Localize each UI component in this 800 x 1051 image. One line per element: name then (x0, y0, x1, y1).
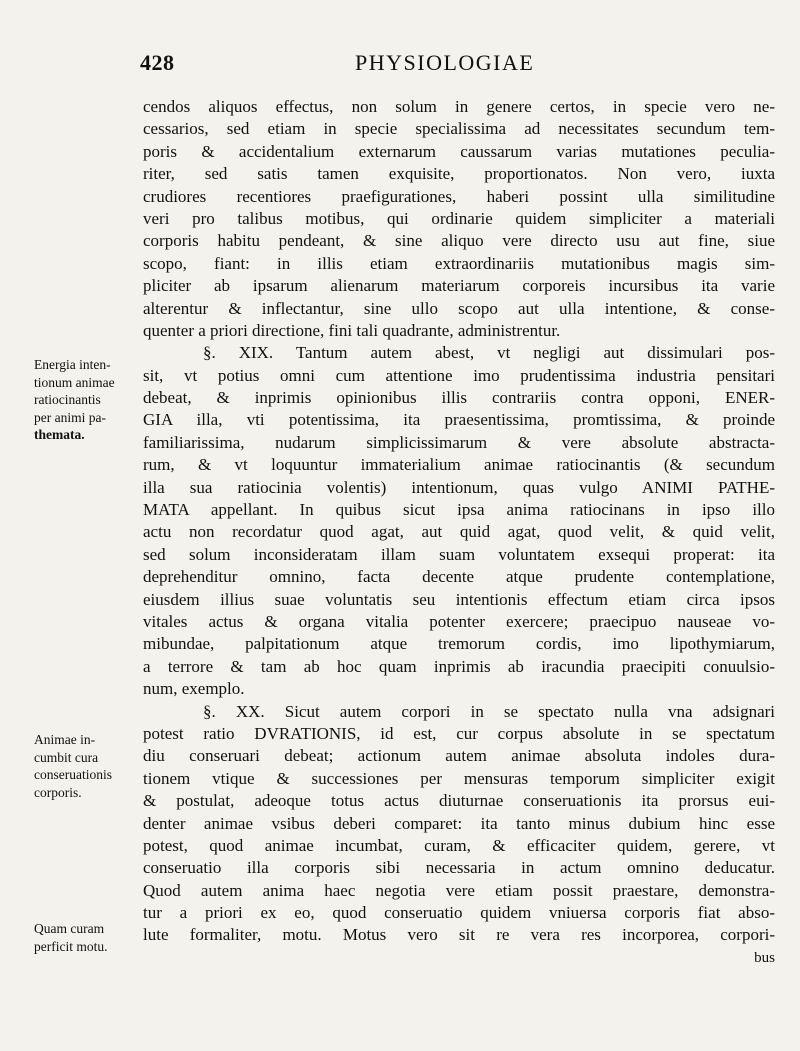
text-line: potest, quod animae incumbat, curam, & efficaciter quidem, gerere, vt (143, 835, 775, 855)
margin-note-line: Animae in- (34, 732, 96, 747)
margin-note-line: corporis. (34, 784, 82, 800)
text-line: debeat, & inprimis opinionibus illis contrariis contra opponi, ENER- (143, 388, 775, 408)
text-line: MATA appellant. In quibus sicut ipsa anima ratiocinans in ipso illo (143, 500, 775, 520)
running-head: PHYSIOLOGIAE (355, 50, 535, 75)
text-line: illa sua ratiocinia volentis) intentionum, quas vulgo ANIMI PATHE- (143, 477, 775, 497)
margin-note-motu (34, 920, 144, 955)
margin-note-line: ratiocinantis (34, 392, 101, 407)
text-line: corporis habitu pendeant, & sine aliquo vere directo usu aut fine, siue (143, 231, 775, 251)
text-line: crudiores recentiores praefigurationes, haberi possint ulla similitudine (143, 186, 775, 206)
text-line: mibundae, palpitationum atque tremorum cordis, imo lipothymiarum, (143, 634, 775, 654)
margin-note-energia (34, 356, 144, 444)
text-line: num, exemplo. (143, 679, 245, 699)
text-line: diu conseruari debeat; actionum autem animae absoluta indoles dura- (143, 746, 775, 766)
text-line: quenter a priori directione, fini tali quadrante, administrentur. (143, 320, 561, 340)
text-line: conseruatio illa corporis sibi necessaria in actum omnino deducatur. (143, 858, 775, 878)
margin-note-line: conseruationis (34, 767, 112, 782)
text-line: pliciter ab ipsarum alienarum materiarum corporeis incursibus ita varie (143, 276, 775, 296)
margin-note-line: Energia inten- (34, 357, 111, 372)
page-number: 428 (140, 50, 175, 75)
text-line: lute formaliter, motu. Motus vero sit re vera res incorporea, corpori- (143, 925, 775, 945)
text-line: tionem vtique & successiones per mensuras temporum simpliciter exigit (143, 768, 775, 788)
text-line: alterentur & inflectantur, sine ullo scopo aut ulla intentione, & conse- (143, 298, 775, 318)
text-line: rum, & vt loquuntur immaterialium animae ratiocinantis (& secundum (143, 455, 775, 475)
text-line: familiarissima, nudarum simplicissimarum & vere absolute abstracta- (143, 432, 775, 452)
section-xx-first-line: §. XX. Sicut autem corpori in se spectato nulla vna adsignari (203, 701, 775, 721)
text-line: Quod autem anima haec negotia vere etiam possit praestare, demonstra- (143, 880, 775, 900)
text-line: poris & accidentalium externarum caussarum varias mutationes peculia- (143, 141, 775, 161)
margin-note-line: themata. (34, 427, 85, 442)
text-line: riter, sed satis tamen exquisite, proportionatos. Non vero, iuxta (143, 164, 775, 184)
margin-note-line: cumbit cura (34, 749, 99, 765)
text-line: eiusdem illius suae voluntatis seu intentionis effectum etiam circa ipsos (143, 589, 775, 609)
text-line: deprehenditur omnino, facta decente atque prudente contemplatione, (143, 567, 775, 587)
text-line: sit, vt potius omni cum attentione imo prudentissima industria pensitari (143, 365, 775, 385)
margin-note-line: perficit motu. (34, 938, 108, 954)
text-line: cendos aliquos effectus, non solum in genere certos, in specie vero ne- (143, 97, 775, 116)
catchword: bus (754, 949, 775, 966)
margin-note-line: per animi pa- (34, 409, 106, 425)
section-xix-first-line: §. XIX. Tantum autem abest, vt negligi aut dissimulari pos- (203, 343, 775, 363)
text-line: cessarios, sed etiam in specie specialissima ad necessitates secundum tem- (143, 119, 775, 139)
margin-note-line: Quam curam (34, 921, 105, 936)
text-line: denter animae vsibus deberi comparet: ita tanto minus dubium hinc esse (143, 813, 775, 833)
text-line: potest ratio DVRATIONIS, id est, cur corpus absolute in se spectatum (143, 723, 775, 743)
text-line: & postulat, adeoque totus actus diuturnae conseruationis ita prorsus eui- (143, 791, 775, 811)
margin-note-line: tionum animae (34, 374, 115, 390)
text-line: actu non recordatur quod agat, aut quid agat, quod velit, & quid velit, (143, 522, 775, 542)
text-line: GIA illa, vti potentissima, ita praesentissima, promtissima, & proinde (143, 410, 775, 430)
main-text (143, 96, 775, 969)
text-line: a terrore & tam ab hoc quam inprimis ab iracundia praecipiti conuulsio- (143, 656, 775, 676)
margin-note-conseruatio (34, 731, 144, 801)
text-line: scopo, fiant: in illis etiam extraordinariis mutationibus magis sim- (143, 253, 775, 273)
text-line: sed solum inconsideratam illam suam voluntatem exsequi properat: ita (143, 544, 775, 564)
text-line: tur a priori ex eo, quod conseruatio quidem vniuersa corporis fiat abso- (143, 903, 775, 923)
text-line: veri pro talibus motibus, qui ordinarie quidem simpliciter a materiali (143, 208, 775, 228)
text-line: vitales actus & organa vitalia potenter exercere; praecipuo nauseae vo- (143, 611, 775, 631)
